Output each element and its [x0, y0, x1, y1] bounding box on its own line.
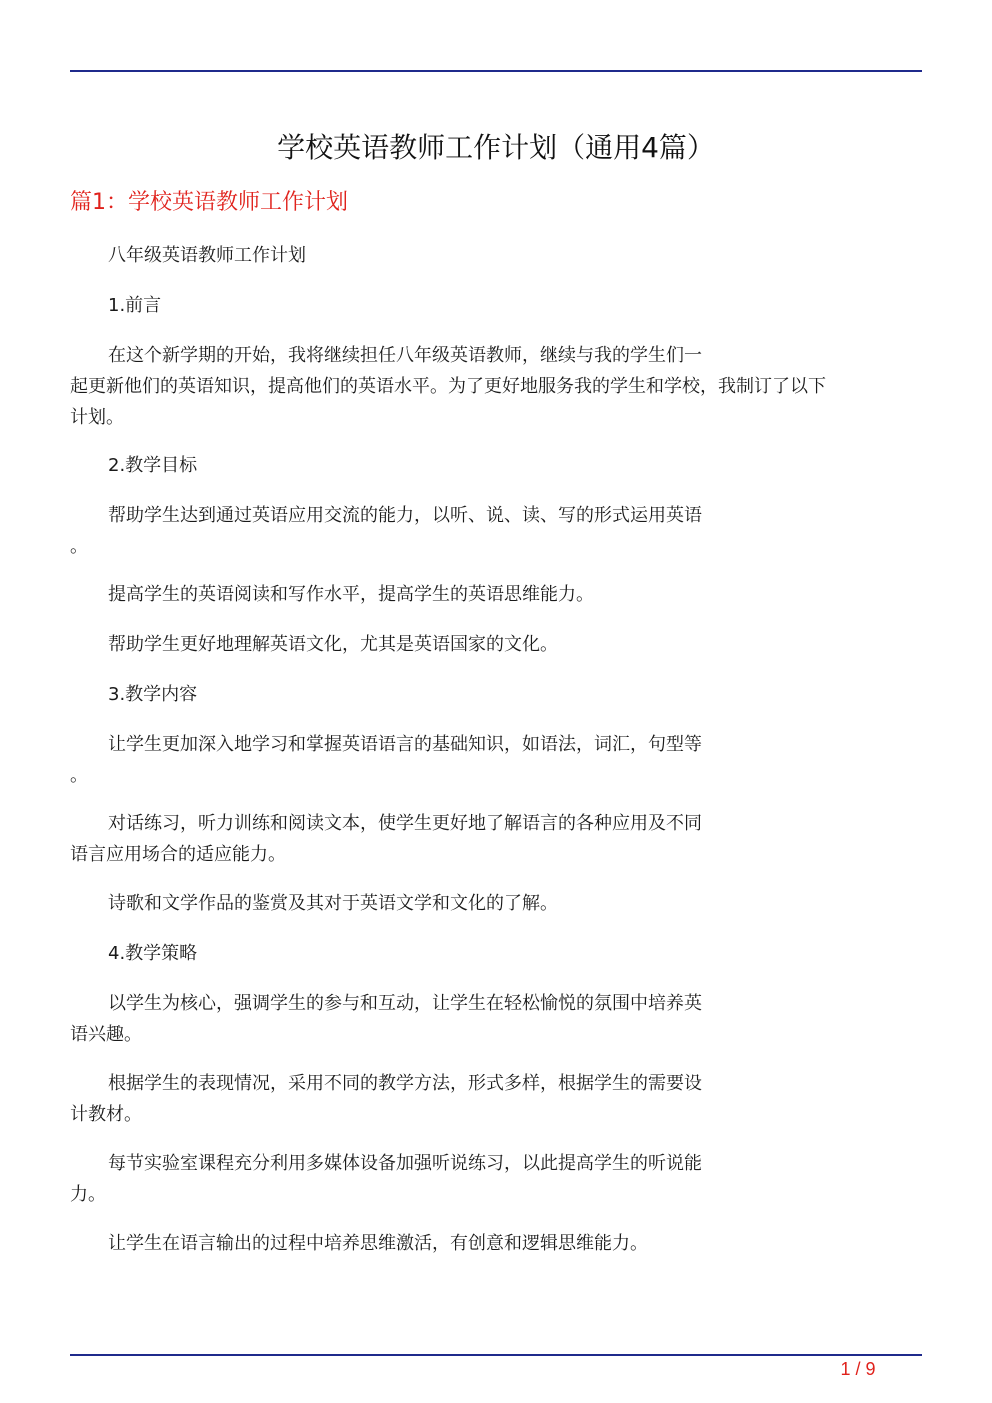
paragraph [70, 1148, 702, 1210]
paragraph-line: 力。 [70, 1184, 106, 1205]
paragraph [70, 679, 197, 710]
paragraph-line: 以学生为核心，强调学生的参与和互动，让学生在轻松愉悦的氛围中培养英 [108, 993, 702, 1014]
paragraph [70, 340, 826, 433]
paragraph-line: 让学生更加深入地学习和掌握英语语言的基础知识，如语法，词汇，句型等 [108, 734, 702, 755]
paragraph-line: 。 [70, 536, 88, 557]
footer-rule [70, 1354, 922, 1356]
paragraph-line: 根据学生的表现情况，采用不同的教学方法，形式多样，根据学生的需要设 [108, 1073, 702, 1094]
paragraph [70, 808, 702, 870]
paragraph [70, 579, 594, 610]
paragraph-line: 4.教学策略 [108, 943, 198, 964]
paragraph-line: 语言应用场合的适应能力。 [70, 844, 286, 865]
paragraph-line: 计教材。 [70, 1104, 142, 1125]
paragraph [70, 290, 161, 321]
paragraph-line: 。 [70, 765, 88, 786]
paragraph-line: 1.前言 [108, 295, 162, 316]
paragraph-line: 3.教学内容 [108, 684, 198, 705]
paragraph-line: 计划。 [70, 407, 124, 428]
paragraph [70, 450, 197, 481]
paragraph [70, 938, 197, 969]
paragraph [70, 1068, 702, 1130]
paragraph-line: 起更新他们的英语知识，提高他们的英语水平。为了更好地服务我的学生和学校，我制订了以下 [70, 376, 826, 397]
page-number: 1 / 9 [840, 1359, 876, 1379]
paragraph-line: 让学生在语言输出的过程中培养思维激活，有创意和逻辑思维能力。 [108, 1233, 648, 1254]
section-heading: 篇1：学校英语教师工作计划 [70, 190, 348, 215]
paragraph [70, 988, 702, 1050]
paragraph-line: 2.教学目标 [108, 455, 198, 476]
paragraph-line: 帮助学生更好地理解英语文化，尤其是英语国家的文化。 [108, 634, 558, 655]
paragraph-line: 在这个新学期的开始，我将继续担任八年级英语教师，继续与我的学生们一 [108, 345, 702, 366]
paragraph-line: 对话练习，听力训练和阅读文本，使学生更好地了解语言的各种应用及不同 [108, 813, 702, 834]
paragraph [70, 1228, 648, 1259]
paragraph-line: 诗歌和文学作品的鉴赏及其对于英语文学和文化的了解。 [108, 893, 558, 914]
paragraph-line: 每节实验室课程充分利用多媒体设备加强听说练习，以此提高学生的听说能 [108, 1153, 702, 1174]
paragraph [70, 729, 702, 791]
paragraph-line: 语兴趣。 [70, 1024, 142, 1045]
document-title: 学校英语教师工作计划（通用4篇） [277, 131, 715, 164]
paragraph [70, 500, 702, 562]
paragraph [70, 629, 558, 660]
paragraph-line: 八年级英语教师工作计划 [108, 245, 306, 266]
paragraph [70, 888, 558, 919]
header-rule [70, 70, 922, 72]
paragraph-line: 帮助学生达到通过英语应用交流的能力，以听、说、读、写的形式运用英语 [108, 505, 702, 526]
paragraph [70, 240, 306, 271]
paragraph-line: 提高学生的英语阅读和写作水平，提高学生的英语思维能力。 [108, 584, 594, 605]
